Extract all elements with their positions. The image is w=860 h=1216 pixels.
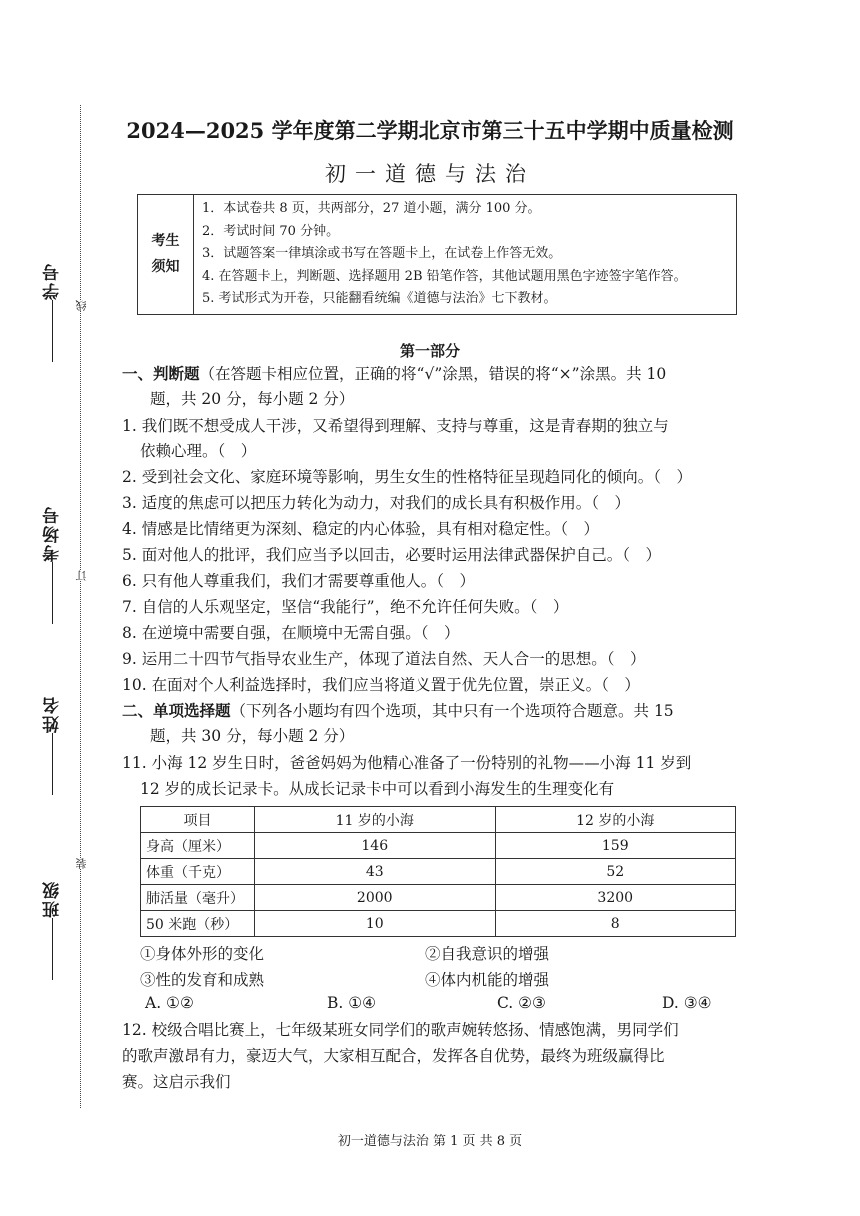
table-cell: 身高（厘米） — [141, 833, 255, 859]
table-header-row — [141, 807, 736, 833]
notice-item: 1．本试卷共 8 页，共两部分，27 道小题，满分 100 分。 — [202, 201, 541, 216]
question-10: 10. 在面对个人利益选择时，我们应当将道义置于优先位置，崇正义。（ ） — [122, 676, 640, 694]
question-12-cont: 赛。这启示我们 — [122, 1073, 231, 1091]
side-label-xingming: 姓名 — [40, 695, 70, 797]
question-12-cont: 的歌声激昂有力，豪迈大气，大家相互配合，发挥各自优势，最终为班级赢得比 — [122, 1047, 665, 1065]
notice-item: 4. 在答题卡上，判断题、选择题用 2B 铅笔作答，其他试题用黑色字迹签字笔作答。 — [202, 268, 687, 284]
section2-heading: 二、单项选择题（下列各小题均有四个选项，其中只有一个选项符合题意。共 15 — [122, 701, 674, 720]
table-cell: 10 — [255, 911, 496, 937]
table-header: 11 岁的小海 — [255, 807, 496, 833]
table-cell: 50 米跑（秒） — [141, 911, 255, 937]
side-blank-xingming[interactable] — [53, 733, 54, 795]
table-row — [141, 885, 736, 911]
table-row — [141, 859, 736, 885]
section2-desc: 题，共 30 分，每小题 2 分） — [150, 727, 355, 745]
table-cell: 体重（千克） — [141, 859, 255, 885]
growth-record-table — [140, 806, 736, 937]
question-1-cont: 依赖心理。（ ） — [140, 442, 257, 460]
notice-box — [137, 194, 737, 315]
statement-3: ③性的发育和成熟 — [140, 971, 265, 989]
question-11: 11. 小海 12 岁生日时，爸爸妈妈为他精心准备了一份特别的礼物——小海 11 岁到 — [122, 754, 692, 772]
side-label-xuehao: 学号 — [40, 262, 70, 364]
question-7: 7. 自信的人乐观坚定，坚信“我能行”，绝不允许任何失败。（ ） — [122, 598, 569, 616]
notice-item: 2．考试时间 70 分钟。 — [202, 223, 340, 239]
table-cell: 8 — [495, 911, 736, 937]
table-row — [141, 911, 736, 937]
section1-heading: 一、判断题（在答题卡相应位置，正确的将“√”涂黑，错误的将“×”涂黑。共 10 — [122, 364, 667, 383]
part-title: 第一部分 — [399, 342, 460, 360]
table-cell: 2000 — [255, 885, 496, 911]
table-cell: 43 — [255, 859, 496, 885]
question-2: 2. 受到社会文化、家庭环境等影响，男生女生的性格特征呈现趋同化的倾向。（ ） — [122, 468, 692, 486]
table-cell: 52 — [495, 859, 736, 885]
table-cell: 3200 — [495, 885, 736, 911]
table-header: 项目 — [141, 807, 255, 833]
page-footer: 初一道德与法治 第 1 页 共 8 页 — [337, 1134, 523, 1149]
table-header: 12 岁的小海 — [495, 807, 736, 833]
side-blank-banji[interactable] — [53, 918, 54, 980]
statement-4: ④体内机能的增强 — [425, 971, 550, 989]
binding-dotted-line — [80, 105, 81, 1108]
section1-desc: 题，共 20 分，每小题 2 分） — [150, 390, 355, 408]
question-1: 1. 我们既不想受成人干涉，又希望得到理解、支持与尊重，这是青春期的独立与 — [122, 417, 669, 435]
question-9: 9. 运用二十四节气指导农业生产，体现了道法自然、天人合一的思想。（ ） — [122, 650, 646, 668]
question-4: 4. 情感是比情绪更为深刻、稳定的内心体验，具有相对稳定性。（ ） — [122, 520, 599, 538]
table-row — [141, 833, 736, 859]
question-6: 6. 只有他人尊重我们，我们才需要尊重他人。（ ） — [122, 572, 475, 590]
side-label-kaochanghao: 考场号 — [40, 505, 70, 626]
notice-label: 考生 须知 — [138, 195, 194, 315]
question-12: 12. 校级合唱比赛上，七年级某班女同学们的歌声婉转悠扬、情感饱满，男同学们 — [122, 1021, 679, 1039]
side-blank-kaochanghao[interactable] — [53, 562, 54, 624]
side-label-banji: 班级 — [40, 880, 70, 982]
statement-2: ②自我意识的增强 — [425, 945, 550, 963]
table-cell: 肺活量（毫升） — [141, 885, 255, 911]
question-8: 8. 在逆境中需要自强，在顺境中无需自强。（ ） — [122, 624, 460, 642]
notice-item: 5. 考试形式为开卷，只能翻看统编《道德与法治》七下教材。 — [202, 291, 557, 306]
option-a[interactable]: A. ①② — [145, 994, 194, 1012]
option-c[interactable]: C. ②③ — [497, 994, 546, 1012]
table-cell: 159 — [495, 833, 736, 859]
exam-subject: 初一道德与法治 — [325, 162, 535, 186]
option-b[interactable]: B. ①④ — [327, 994, 377, 1012]
option-d[interactable]: D. ③④ — [662, 994, 712, 1012]
side-mark-zhuang: 装 — [75, 858, 88, 869]
notice-items — [194, 195, 737, 315]
question-3: 3. 适度的焦虑可以把压力转化为动力，对我们的成长具有积极作用。（ ） — [122, 494, 630, 512]
statement-1: ①身体外形的变化 — [140, 945, 265, 963]
question-5: 5. 面对他人的批评，我们应当予以回击，必要时运用法律武器保护自己。（ ） — [122, 546, 661, 564]
table-cell: 146 — [255, 833, 496, 859]
question-11-cont: 12 岁的成长记录卡。从成长记录卡中可以看到小海发生的生理变化有 — [140, 780, 615, 798]
exam-title: 2024—2025 学年度第二学期北京市第三十五中学期中质量检测 — [126, 118, 734, 143]
side-mark-ding: 订 — [75, 570, 88, 581]
notice-item: 3．试题答案一律填涂或书写在答题卡上，在试卷上作答无效。 — [202, 246, 562, 261]
side-mark-xian: 线 — [75, 300, 88, 311]
